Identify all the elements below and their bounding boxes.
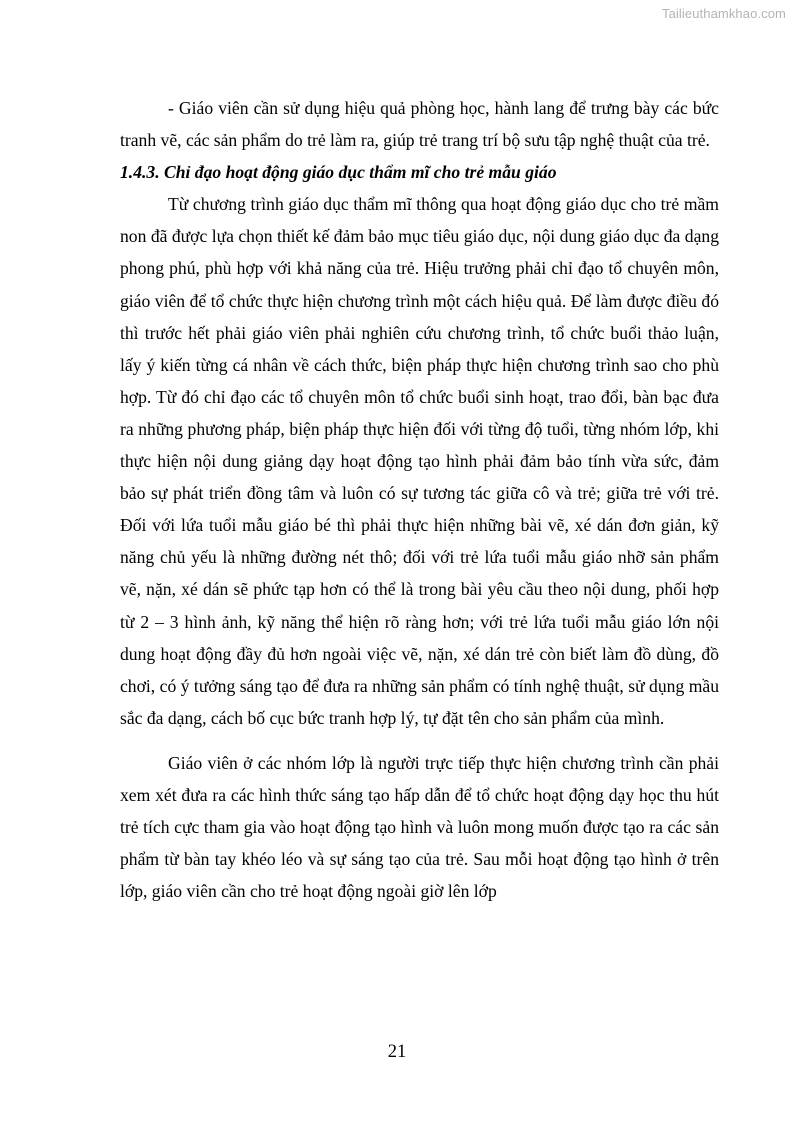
section-heading: 1.4.3. Chỉ đạo hoạt động giáo dục thẩm mĩ cho trẻ mẫu giáo	[120, 162, 557, 183]
paragraph-program-direction: Từ chương trình giáo dục thẩm mĩ thông qua hoạt động giáo dục cho trẻ mầm non đã được lựa chọn thiết kế đảm bảo mục tiêu giáo dục, nội dung giáo dục đa dạng phong phú, phù hợp với khả năng của trẻ. Hiệu trưởng phải chỉ đạo tổ chuyên môn, giáo viên để tổ chức thực hiện chương trình một cách hiệu quả. Để làm được điều đó thì trước hết phải giáo viên phải nghiên cứu chương trình, tổ chức buổi thảo luận, lấy ý kiến từng cá nhân về cách thức, biện pháp thực hiện chương trình sao cho phù hợp. Từ đó chỉ đạo các tổ chuyên môn tổ chức buổi sinh hoạt, trao đổi, bàn bạc đưa ra những phương pháp, biện pháp thực hiện đối với từng độ tuổi, từng nhóm lớp, khi thực hiện nội dung giảng dạy hoạt động tạo hình phải đảm bảo tính vừa sức, đảm bảo sự phát triển đồng tâm và luôn có sự tương tác giữa cô và trẻ; giữa trẻ với trẻ. Đối với lứa tuổi mẫu giáo bé thì phải thực hiện những bài vẽ, xé dán đơn giản, kỹ năng chủ yếu là những đường nét thô; đối với trẻ lứa tuổi mẫu giáo nhỡ sản phẩm vẽ, nặn, xé dán sẽ phức tạp hơn có thể là trong bài yêu cầu theo nội dung, phối hợp từ 2 – 3 hình ảnh, kỹ năng thể hiện rõ ràng hơn; với trẻ lứa tuổi mẫu giáo lớn nội dung hoạt động đầy đủ hơn ngoài việc vẽ, nặn, xé dán trẻ còn biết làm đồ dùng, đồ chơi, có ý tưởng sáng tạo để đưa ra những sản phẩm có tính nghệ thuật, sử dụng mầu sắc đa dạng, cách bố cục bức tranh hợp lý, tự đặt tên cho sản phẩm của mình.	[120, 194, 719, 728]
paragraph-teacher-role: Giáo viên ở các nhóm lớp là người trực tiếp thực hiện chương trình cần phải xem xét đưa ra các hình thức sáng tạo hấp dẫn để tổ chức hoạt động dạy học thu hút trẻ tích cực tham gia vào hoạt động tạo hình và luôn mong muốn được tạo ra các sản phẩm từ bàn tay khéo léo và sự sáng tạo của trẻ. Sau mỗi hoạt động tạo hình ở trên lớp, giáo viên cần cho trẻ hoạt động ngoài giờ lên lớp	[120, 752, 719, 902]
page-number: 21	[387, 1042, 407, 1062]
watermark: Tailieuthamkhao.com	[661, 6, 786, 21]
paragraph-display-suggestion: - Giáo viên cần sử dụng hiệu quả phòng học, hành lang để trưng bày các bức tranh vẽ, các sản phẩm do trẻ làm ra, giúp trẻ trang trí bộ sưu tập nghệ thuật của trẻ.	[120, 98, 719, 151]
document-body	[120, 92, 719, 907]
